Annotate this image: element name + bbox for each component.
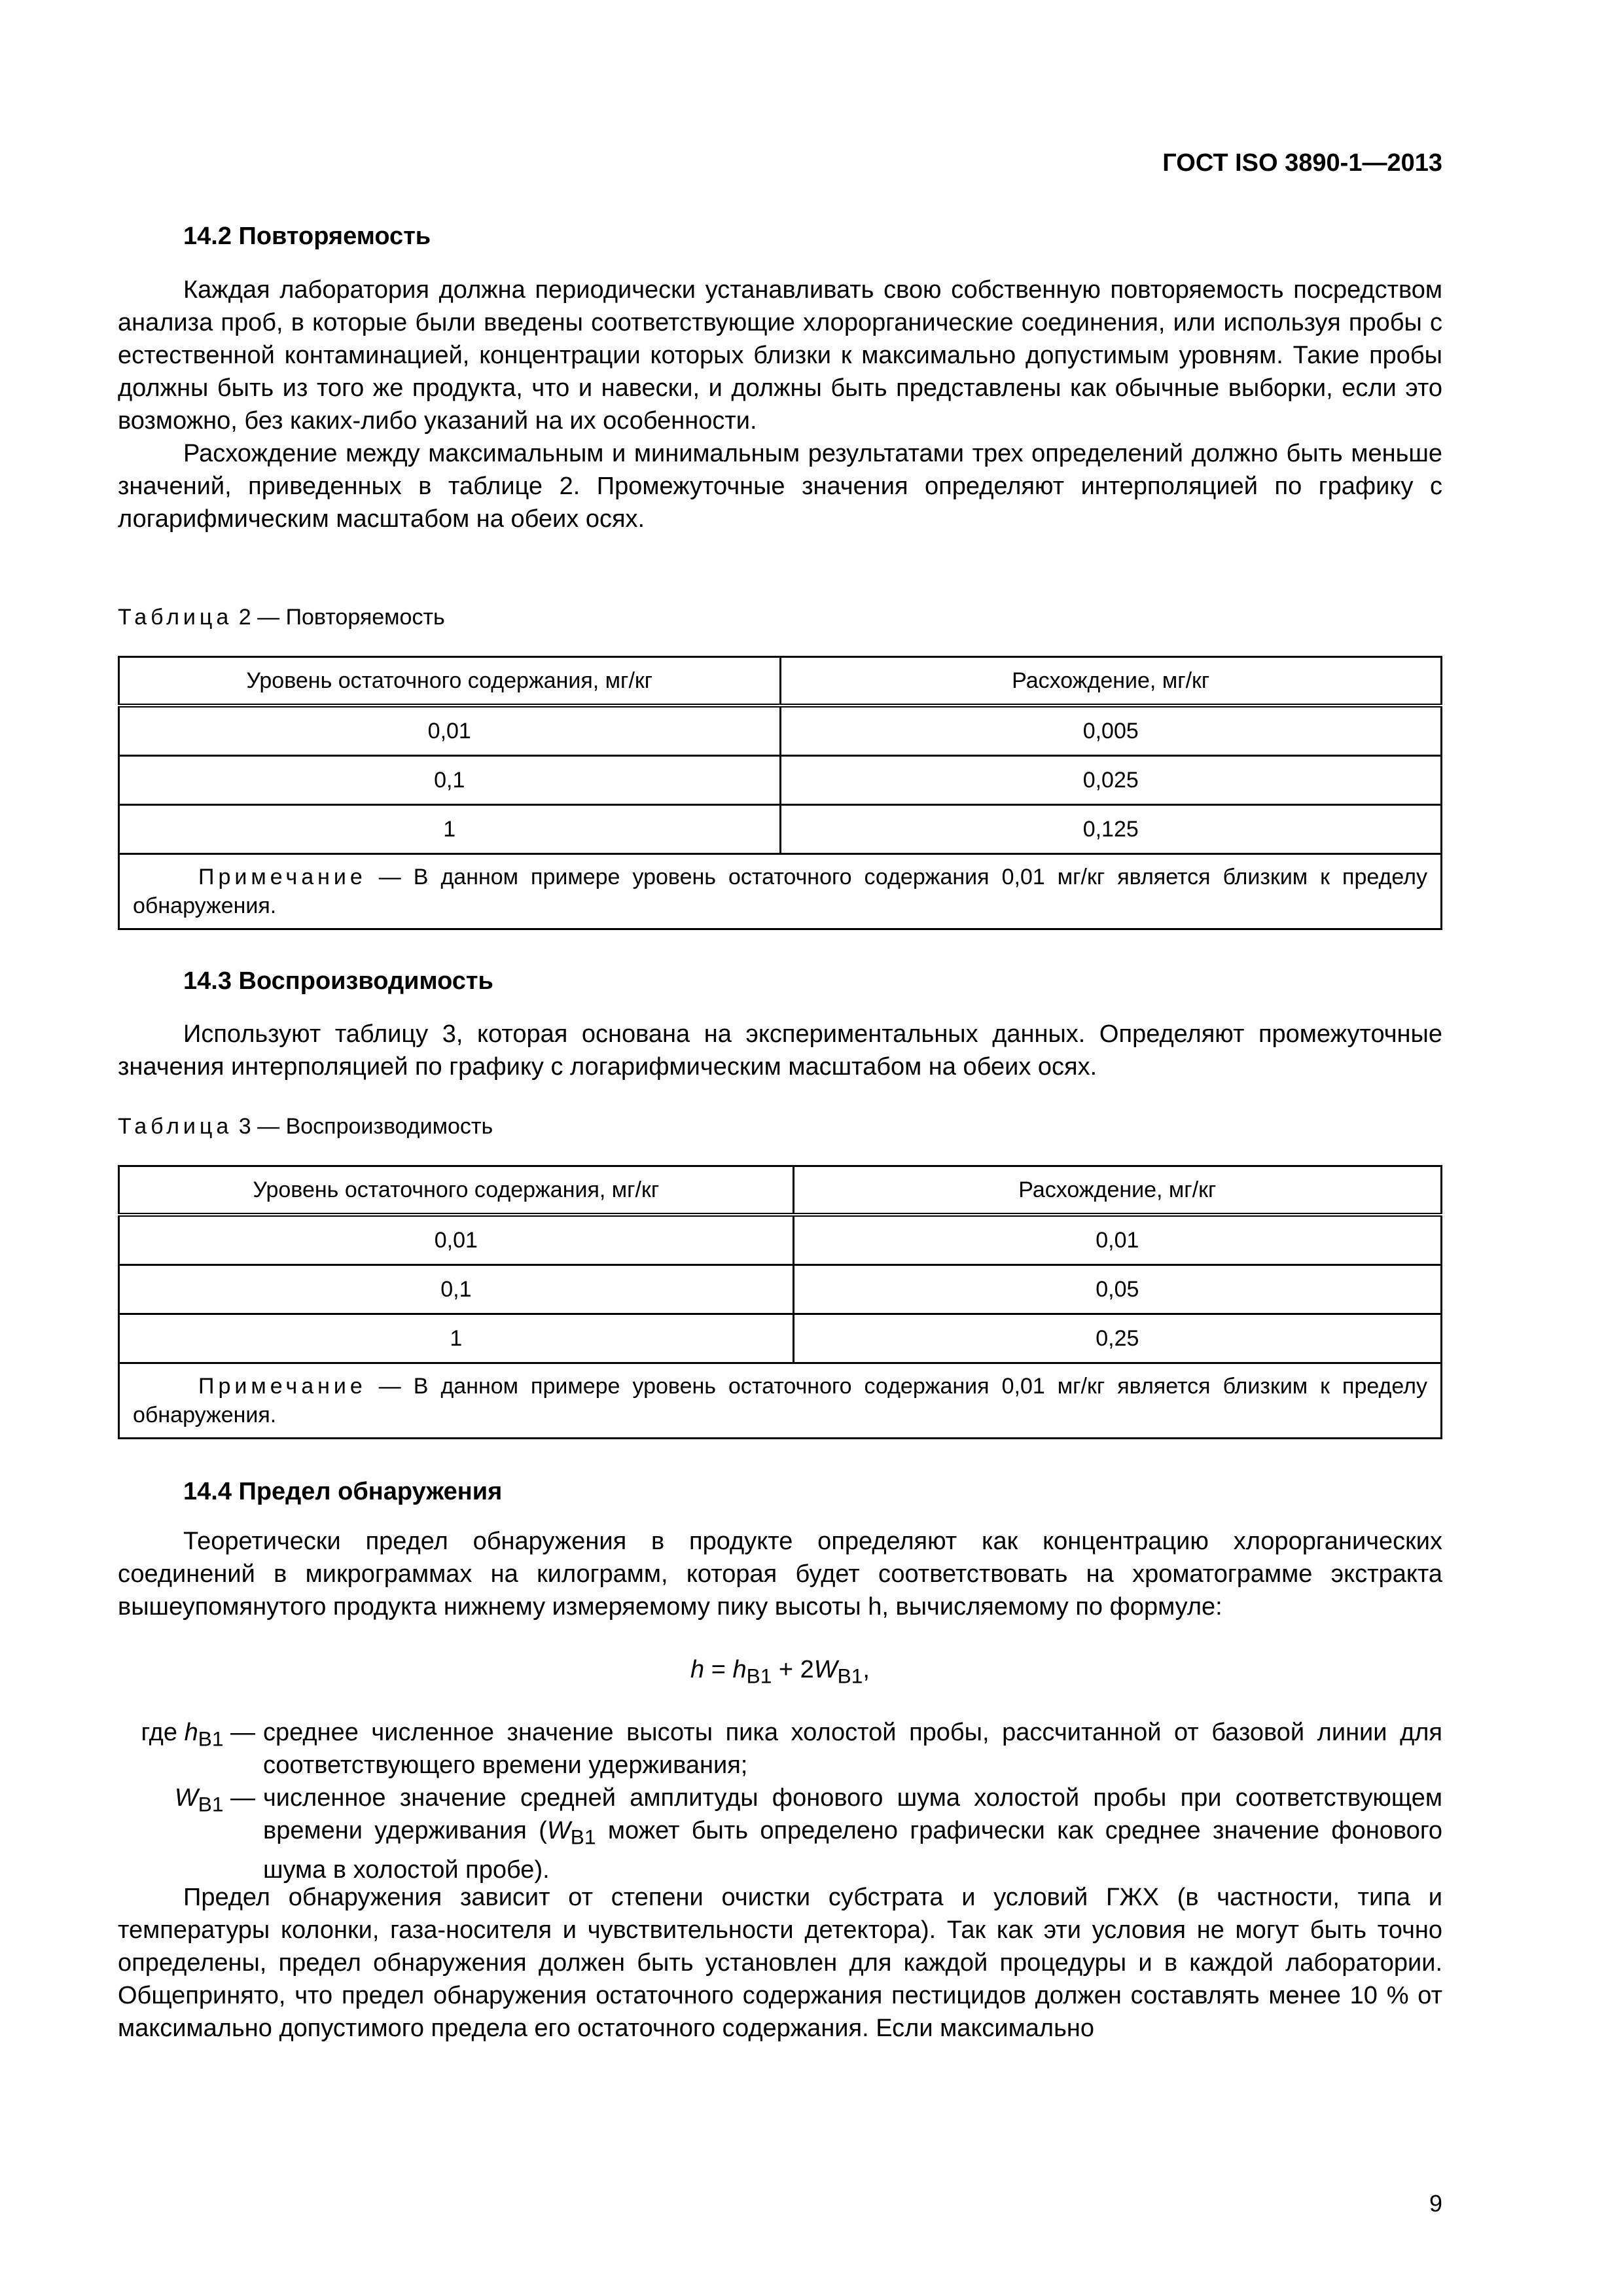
paragraph: Предел обнаружения зависит от степени очистки субстрата и условий ГЖХ (в частности, типа и температуры колонки, газа-носителя и чувствительности детектора). Так как эти условия не могут быть точно определены, предел обнаружения должен быть установлен для каждой процедуры и в каждой лаборатории. Общепринято, что предел обнаружения остаточного содержания пестицидов должен составлять менее 10 % от максимально допустимого предела его остаточного содержания. Если максимально bbox=[118, 1884, 1442, 2042]
section-title: 14.3 Воспроизводимость bbox=[183, 967, 493, 995]
dash: — bbox=[223, 1719, 255, 1746]
table-cell: 0,1 bbox=[119, 1265, 794, 1314]
table-2 bbox=[118, 656, 1442, 930]
column-header: Уровень остаточного содержания, мг/кг bbox=[119, 657, 781, 706]
formula-op: , bbox=[863, 1656, 870, 1683]
paragraph: Расхождение между максимальным и минимальным результатами трех определений должно быть меньше значений, приведенных в таблице 2. Промежуточные значения определяют интерполяцией по графику с логарифмическим масштабом на обеих осях. bbox=[118, 440, 1442, 533]
formula-subscript: B1 bbox=[746, 1664, 772, 1688]
table-cell: 0,005 bbox=[780, 706, 1442, 756]
table-row bbox=[119, 1265, 1442, 1314]
note-label: Примечание bbox=[198, 1374, 366, 1399]
table-row bbox=[119, 805, 1442, 854]
table-note-row bbox=[119, 854, 1442, 929]
section-14-3-body bbox=[118, 1018, 1442, 1083]
paragraph: Используют таблицу 3, которая основана на экспериментальных данных. Определяют промежуточные значения интерполяцией по графику с логарифмическим масштабом на обеих осях. bbox=[118, 1020, 1442, 1081]
formula-symbol: W bbox=[546, 1817, 571, 1844]
formula-op: + 2 bbox=[772, 1656, 814, 1683]
formula-symbol: h bbox=[690, 1656, 705, 1683]
formula-subscript: B1 bbox=[837, 1664, 863, 1688]
caption-text: 2 — Повторяемость bbox=[238, 605, 445, 630]
column-header: Уровень остаточного содержания, мг/кг bbox=[119, 1166, 794, 1215]
section-title: 14.2 Повторяемость bbox=[183, 223, 431, 250]
section-14-3 bbox=[118, 967, 1442, 996]
definition-h bbox=[118, 1716, 1442, 1782]
caption-label: Таблица bbox=[118, 605, 233, 630]
table-cell: 1 bbox=[119, 1314, 794, 1363]
column-header: Расхождение, мг/кг bbox=[793, 1166, 1441, 1215]
table-2-caption bbox=[118, 605, 1442, 630]
definitions bbox=[118, 1716, 1442, 1886]
column-header: Расхождение, мг/кг bbox=[780, 657, 1442, 706]
note-text: — В данном примере уровень остаточного содержания 0,01 мг/кг является близким к пределу обнаружения. bbox=[133, 865, 1427, 918]
table-cell: 0,05 bbox=[793, 1265, 1441, 1314]
table-row bbox=[119, 1314, 1442, 1363]
standard-designation: ГОСТ ISO 3890-1—2013 bbox=[1162, 149, 1442, 177]
table-cell: 0,01 bbox=[793, 1215, 1441, 1265]
table-3 bbox=[118, 1165, 1442, 1439]
table-row bbox=[119, 756, 1442, 805]
note-text: — В данном примере уровень остаточного содержания 0,01 мг/кг является близким к пределу обнаружения. bbox=[133, 1374, 1427, 1427]
paragraph: Теоретически предел обнаружения в продукте определяют как концентрацию хлорорганических соединений в микрограммах на килограмм, которая будет соответствовать на хроматограмме экстракта вышеупомянутого продукта нижнему измеряемому пику высоты h, вычисляемому по формуле: bbox=[118, 1528, 1442, 1621]
table-cell: 0,01 bbox=[119, 1215, 794, 1265]
section-14-2 bbox=[118, 223, 1442, 251]
note-label: Примечание bbox=[198, 865, 366, 889]
formula-symbol: h bbox=[732, 1656, 747, 1683]
table-3-caption bbox=[118, 1114, 1442, 1139]
table-cell: 0,025 bbox=[780, 756, 1442, 805]
section-14-4 bbox=[118, 1478, 1442, 1506]
formula-symbol: W bbox=[174, 1784, 198, 1812]
section-14-2-body bbox=[118, 274, 1442, 535]
table-cell: 0,25 bbox=[793, 1314, 1441, 1363]
table-cell: 0,1 bbox=[119, 756, 781, 805]
formula-subscript: B1 bbox=[198, 1727, 224, 1751]
definition-text-b: может быть определено графически как среднее значение фонового шума в холостой пробе). bbox=[263, 1817, 1442, 1884]
formula bbox=[118, 1656, 1442, 1689]
formula-op: = bbox=[704, 1656, 733, 1683]
formula-subscript: B1 bbox=[570, 1825, 596, 1849]
where-label: где bbox=[141, 1719, 185, 1746]
dash: — bbox=[223, 1784, 255, 1812]
page-number: 9 bbox=[1429, 2190, 1442, 2217]
table-note-row bbox=[119, 1363, 1442, 1439]
table-cell: 1 bbox=[119, 805, 781, 854]
caption-label: Таблица bbox=[118, 1114, 233, 1139]
table-cell: 0,125 bbox=[780, 805, 1442, 854]
section-14-4-continued bbox=[118, 1881, 1442, 2045]
formula-subscript: B1 bbox=[198, 1792, 224, 1816]
table-note bbox=[119, 1363, 1442, 1439]
definition-text: среднее численное значение высоты пика холостой пробы, рассчитанной от базовой линии для соответствующего времени удерживания; bbox=[263, 1719, 1442, 1779]
definition-text bbox=[255, 1782, 1442, 1886]
paragraph: Каждая лаборатория должна периодически устанавливать свою собственную повторяемость посредством анализа проб, в которые были введены соответствующие хлорорганические соединения, или используя пробы с естественной контаминацией, концентрации которых близки к максимально допустимым уровням. Такие пробы должны быть из того же продукта, что и навески, и должны быть представлены как обычные выборки, если это возможно, без каких-либо указаний на их особенности. bbox=[118, 276, 1442, 435]
table-note bbox=[119, 854, 1442, 929]
table-row bbox=[119, 706, 1442, 756]
definition-w bbox=[118, 1782, 1442, 1886]
caption-text: 3 — Воспроизводимость bbox=[238, 1114, 493, 1139]
definition-text-a: численное значение средней амплитуды фонового шума холостой пробы при соответствующем времени удерживания ( bbox=[263, 1784, 1442, 1844]
section-title: 14.4 Предел обнаружения bbox=[183, 1478, 503, 1505]
table-cell: 0,01 bbox=[119, 706, 781, 756]
section-14-4-body bbox=[118, 1525, 1442, 1623]
formula-symbol: h bbox=[184, 1719, 198, 1746]
formula-symbol: W bbox=[813, 1656, 838, 1683]
table-row bbox=[119, 1215, 1442, 1265]
